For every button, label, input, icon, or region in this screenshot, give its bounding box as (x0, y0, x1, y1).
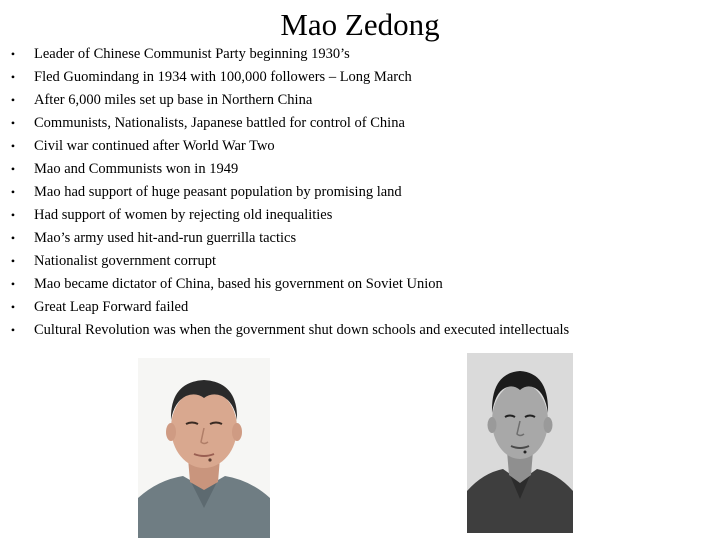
list-item (0, 89, 720, 112)
bullet-icon: • (10, 254, 16, 268)
list-item (0, 66, 720, 89)
bullet-text: Nationalist government corrupt (34, 253, 217, 269)
portrait-bw-photo (467, 353, 573, 533)
bullet-icon: • (10, 162, 16, 176)
bullet-icon: • (10, 208, 16, 222)
list-item (0, 227, 720, 250)
bullet-icon: • (10, 185, 16, 199)
bullet-icon: • (10, 93, 16, 107)
bullet-text: Fled Guomindang in 1934 with 100,000 followers – Long March (34, 69, 412, 85)
list-item (0, 181, 720, 204)
portrait-bw-illustration (467, 353, 573, 533)
bullet-text: Civil war continued after World War Two (34, 138, 275, 154)
bullet-icon: • (10, 300, 16, 314)
bullet-text: Leader of Chinese Communist Party beginning 1930’s (34, 46, 350, 62)
list-item (0, 250, 720, 273)
slide-title: Mao Zedong (280, 7, 440, 42)
list-item (0, 43, 720, 66)
list-item (0, 296, 720, 319)
list-item (0, 112, 720, 135)
bullet-icon: • (10, 323, 16, 337)
bullet-text: Great Leap Forward failed (34, 299, 189, 315)
bullet-text: Mao and Communists won in 1949 (34, 161, 239, 177)
bullet-text: Had support of women by rejecting old inequalities (34, 207, 333, 223)
bullet-icon: • (10, 47, 16, 61)
portrait-color-illustration (138, 358, 270, 538)
bullet-text: Mao had support of huge peasant population by promising land (34, 184, 402, 200)
bullet-text: Cultural Revolution was when the government shut down schools and executed intellectuals (34, 322, 570, 338)
list-item (0, 158, 720, 181)
bullet-text: Communists, Nationalists, Japanese battled for control of China (34, 115, 405, 131)
bullet-icon: • (10, 277, 16, 291)
bullet-icon: • (10, 70, 16, 84)
portrait-color-photo (138, 358, 270, 538)
list-item (0, 319, 720, 342)
bullet-text: Mao became dictator of China, based his government on Soviet Union (34, 276, 443, 292)
list-item (0, 135, 720, 158)
bullet-list (0, 43, 720, 342)
bullet-icon: • (10, 139, 16, 153)
bullet-text: Mao’s army used hit-and-run guerrilla tactics (34, 230, 297, 246)
list-item (0, 204, 720, 227)
list-item (0, 273, 720, 296)
bullet-text: After 6,000 miles set up base in Northern China (34, 92, 313, 108)
bullet-icon: • (10, 116, 16, 130)
bullet-icon: • (10, 231, 16, 245)
